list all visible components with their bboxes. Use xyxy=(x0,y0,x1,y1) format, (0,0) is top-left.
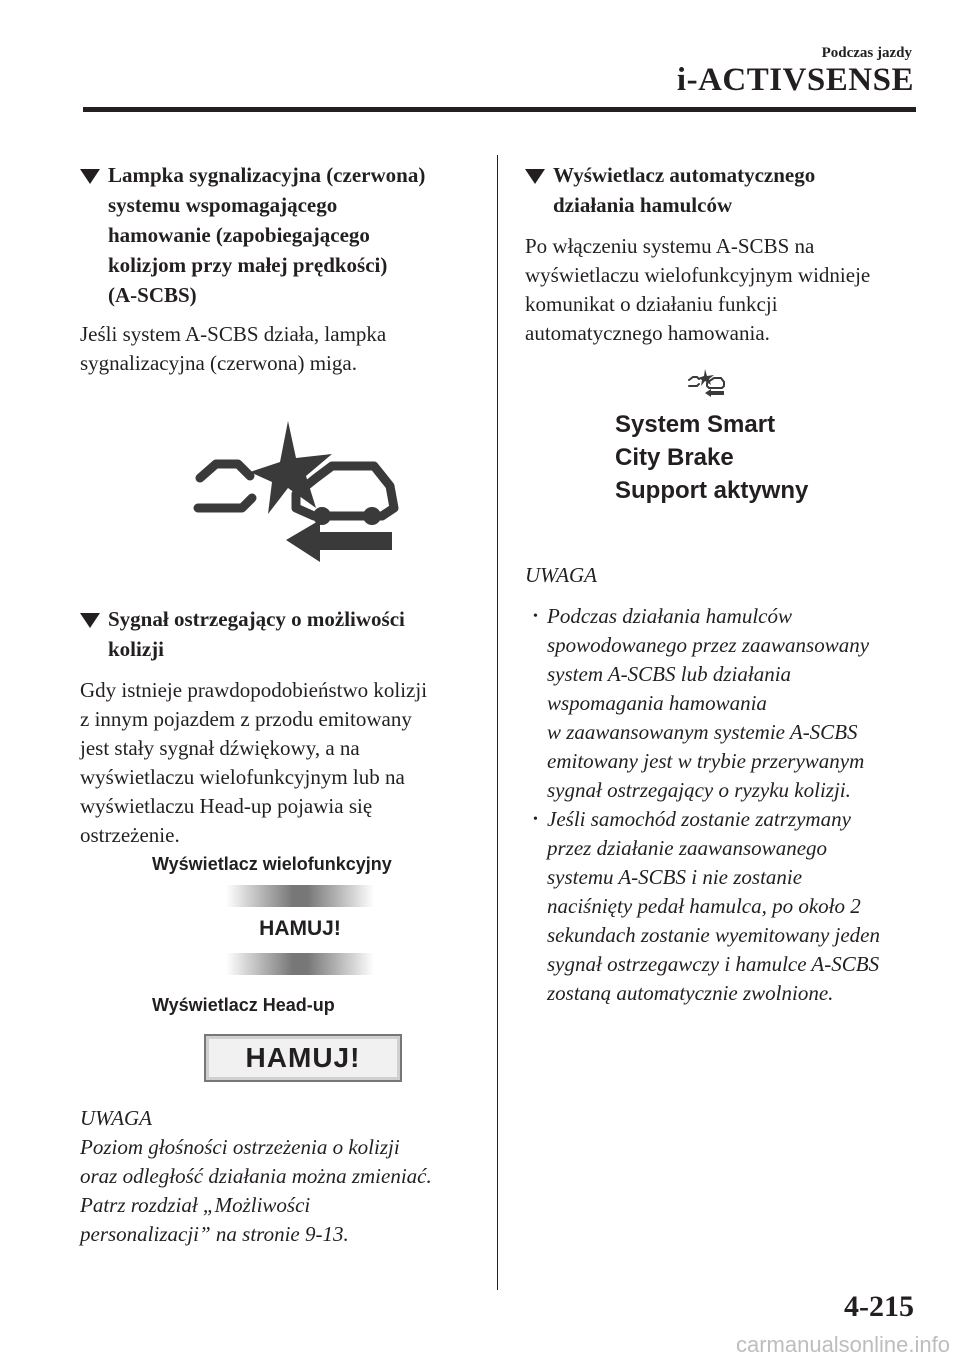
text-line: Jeśli system A-SCBS działa, lampka xyxy=(80,322,387,346)
heading-line: działania hamulców xyxy=(553,193,733,217)
text-line: system A-SCBS lub działania xyxy=(547,662,792,686)
mfd-caption: Wyświetlacz wielofunkcyjny xyxy=(152,854,392,874)
list-item xyxy=(525,602,920,805)
text-line: oraz odległość działania można zmieniać. xyxy=(80,1164,432,1188)
text-line: komunikat o działaniu funkcji xyxy=(525,292,778,316)
text-line: automatycznego hamowania. xyxy=(525,321,770,345)
heading-warning-light xyxy=(80,160,480,310)
text-line: sygnał ostrzegawczy i hamulce A-SCBS xyxy=(547,952,880,976)
text-line: zostaną automatycznie zwolnione. xyxy=(547,981,834,1005)
mfd-gradient-bar-bottom xyxy=(226,953,374,975)
text-line: wspomagania hamowania xyxy=(547,691,767,715)
heading-line: Lampka sygnalizacyjna (czerwona) xyxy=(108,163,426,187)
text-line: sekundach zostanie wyemitowany jeden xyxy=(547,923,881,947)
text-line: wyświetlaczu Head-up pojawia się xyxy=(80,794,373,818)
heading-line: (A-SCBS) xyxy=(108,283,197,307)
text-line: Support aktywny xyxy=(615,477,809,504)
heading-line: kolizji xyxy=(108,637,164,661)
text-line: System Smart xyxy=(615,411,776,438)
hud-caption: Wyświetlacz Head-up xyxy=(152,995,335,1015)
hud-brake-text: HAMUJ! xyxy=(245,1042,361,1073)
text-line: • Podczas działania hamulców xyxy=(547,604,792,628)
paragraph-collision-warning xyxy=(80,676,480,850)
paragraph-warning-light xyxy=(80,320,480,378)
text-line: naciśnięty pedał hamulca, po około 2 xyxy=(547,894,861,918)
text-line: z innym pojazdem z przodu emitowany xyxy=(80,707,412,731)
heading-line: Wyświetlacz automatycznego xyxy=(553,163,816,187)
hud-display-illustration xyxy=(204,1034,402,1082)
text-line: wyświetlaczu wielofunkcyjnym widnieje xyxy=(525,263,871,287)
note-bullets xyxy=(525,602,920,1008)
text-line: Poziom głośności ostrzeżenia o kolizji xyxy=(80,1135,400,1159)
header-rule xyxy=(83,107,916,112)
text-line: spowodowanego przez zaawansowany xyxy=(547,633,870,657)
text-line: sygnał ostrzegający o ryzyku kolizji. xyxy=(547,778,851,802)
paragraph-auto-brake-display xyxy=(525,232,920,348)
list-item xyxy=(525,805,920,1008)
note-label: UWAGA xyxy=(525,563,598,587)
running-header-section: Podczas jazdy xyxy=(821,45,912,61)
text-line: sygnalizacyjna (czerwona) miga. xyxy=(80,351,357,375)
watermark-text: carmanualsonline.info xyxy=(735,1332,950,1357)
heading-line: systemu wspomagającego xyxy=(108,193,338,217)
heading-collision-warning xyxy=(80,604,480,664)
text-line: systemu A-SCBS i nie zostanie xyxy=(547,865,803,889)
heading-line: kolizjom przy małej prędkości) xyxy=(108,253,388,277)
heading-auto-brake-display xyxy=(525,160,920,220)
scbs-small-icon xyxy=(687,368,725,398)
note-label: UWAGA xyxy=(80,1106,153,1130)
text-line: wyświetlaczu wielofunkcyjnym lub na xyxy=(80,765,405,789)
column-divider xyxy=(497,155,498,1290)
triangle-bullet-icon xyxy=(80,169,100,184)
text-line: personalizacji” na stronie 9-13. xyxy=(80,1222,349,1246)
left-column xyxy=(80,160,480,1249)
text-line: Gdy istnieje prawdopodobieństwo kolizji xyxy=(80,678,428,702)
text-line: Patrz rozdział „Możliwości xyxy=(80,1193,311,1217)
text-line: emitowany jest w trybie przerywanym xyxy=(547,749,865,773)
note-text xyxy=(80,1133,480,1249)
triangle-bullet-icon xyxy=(80,613,100,628)
mfd-brake-text: HAMUJ! xyxy=(259,917,341,940)
heading-line: Sygnał ostrzegający o możliwości xyxy=(108,607,405,631)
text-line: w zaawansowanym systemie A-SCBS xyxy=(547,720,858,744)
system-active-message xyxy=(615,408,920,507)
scbs-warning-icon xyxy=(192,416,407,566)
text-line: przez działanie zaawansowanego xyxy=(547,836,828,860)
text-line: jest stały sygnał dźwiękowy, a na xyxy=(80,736,360,760)
heading-line: hamowanie (zapobiegającego xyxy=(108,223,370,247)
mfd-gradient-bar-top xyxy=(226,885,374,907)
triangle-bullet-icon xyxy=(525,169,545,184)
text-line: ostrzeżenie. xyxy=(80,823,180,847)
page-number: 4-215 xyxy=(844,1290,914,1323)
text-line: Po włączeniu systemu A-SCBS na xyxy=(525,234,815,258)
right-column xyxy=(525,160,920,1008)
running-header-chapter: i-ACTIVSENSE xyxy=(676,62,914,98)
mfd-display-illustration xyxy=(226,885,374,977)
text-line: City Brake xyxy=(615,444,734,471)
text-line: • Jeśli samochód zostanie zatrzymany xyxy=(547,807,851,831)
